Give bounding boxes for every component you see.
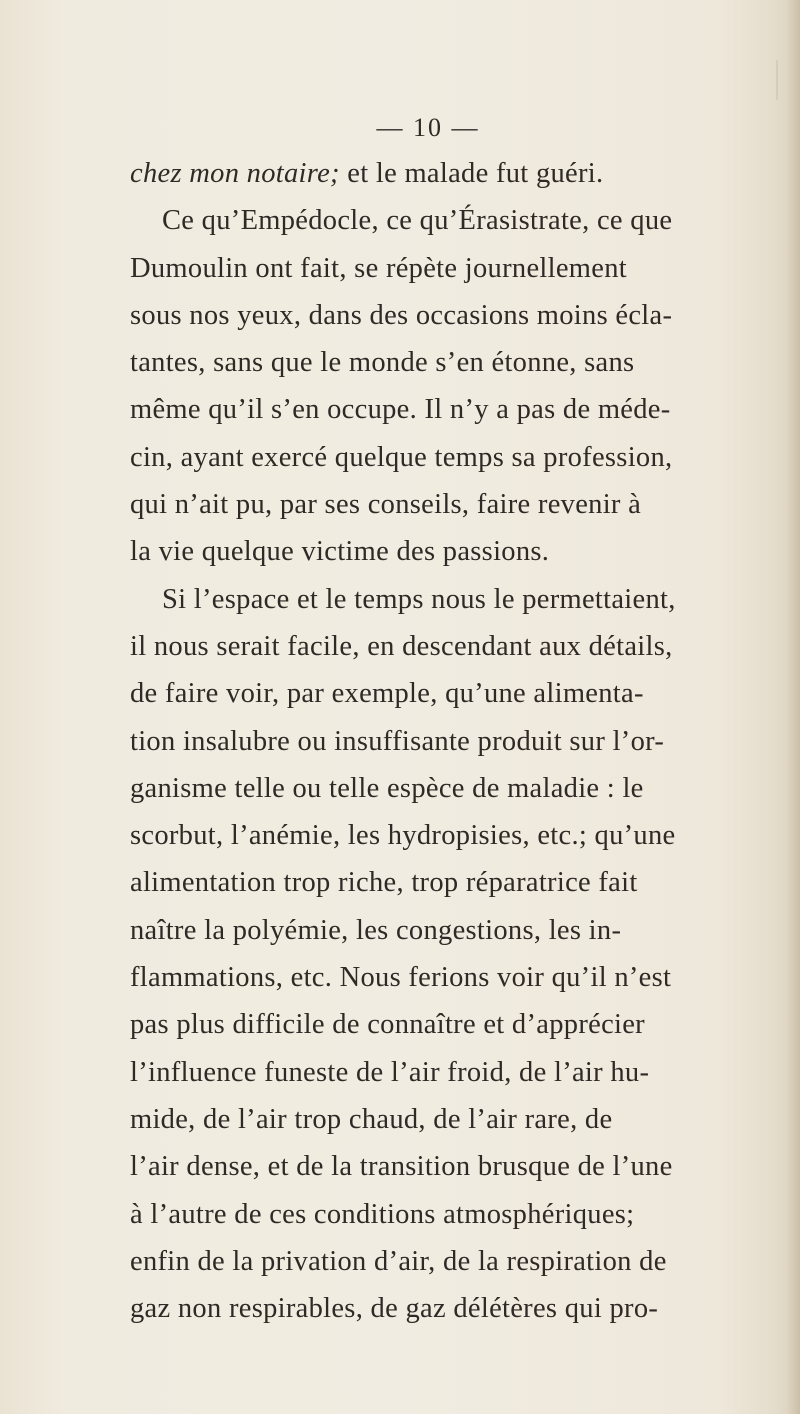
page-text-block <box>130 108 770 1332</box>
text-line: pas plus difficile de connaître et d’apprécier <box>130 1009 645 1041</box>
text-line: la vie quelque victime des passions. <box>130 536 550 568</box>
text-line: de faire voir, par exemple, qu’une alimenta- <box>130 678 644 710</box>
text-line: même qu’il s’en occupe. Il n’y a pas de méde- <box>130 394 671 426</box>
text-line: enfin de la privation d’air, de la respiration de <box>130 1245 667 1277</box>
text-line: à l’autre de ces conditions atmosphériques; <box>130 1198 635 1230</box>
italic-phrase: chez mon notaire; <box>130 158 340 189</box>
text-line: flammations, etc. Nous ferions voir qu’il n’est <box>130 962 672 994</box>
page-number: — 10 — <box>376 113 480 142</box>
text-line: ganisme telle ou telle espèce de maladie : le <box>130 772 644 804</box>
text-line: Dumoulin ont fait, se répète journellement <box>130 252 627 284</box>
text-line <box>130 150 770 197</box>
text-line: il nous serait facile, en descendant aux détails, <box>130 630 673 662</box>
text-line: Si l’espace et le temps nous le permettaient, <box>162 583 676 615</box>
text-line: qui n’ait pu, par ses conseils, faire revenir à <box>130 489 642 521</box>
text-line: tantes, sans que le monde s’en étonne, sans <box>130 347 635 379</box>
text-line: l’air dense, et de la transition brusque de l’une <box>130 1151 673 1183</box>
text-line: gaz non respirables, de gaz délétères qui pro- <box>130 1293 659 1325</box>
text-line: sous nos yeux, dans des occasions moins écla- <box>130 299 673 331</box>
text-line: Ce qu’Empédocle, ce qu’Érasistrate, ce que <box>162 205 673 237</box>
paper-stain <box>776 60 778 100</box>
text-line: scorbut, l’anémie, les hydropisies, etc.; qu’une <box>130 820 676 852</box>
page-edge-shadow <box>786 0 800 1414</box>
text-line: alimentation trop riche, trop réparatrice fait <box>130 867 638 899</box>
text-line: mide, de l’air trop chaud, de l’air rare, de <box>130 1103 613 1135</box>
text-line: cin, ayant exercé quelque temps sa profession, <box>130 441 673 473</box>
text-line: tion insalubre ou insuffisante produit sur l’or- <box>130 725 665 757</box>
line-text: et le malade fut guéri. <box>339 158 604 189</box>
text-line: naître la polyémie, les congestions, les in- <box>130 914 622 946</box>
text-line: l’influence funeste de l’air froid, de l’air hu- <box>130 1056 650 1088</box>
